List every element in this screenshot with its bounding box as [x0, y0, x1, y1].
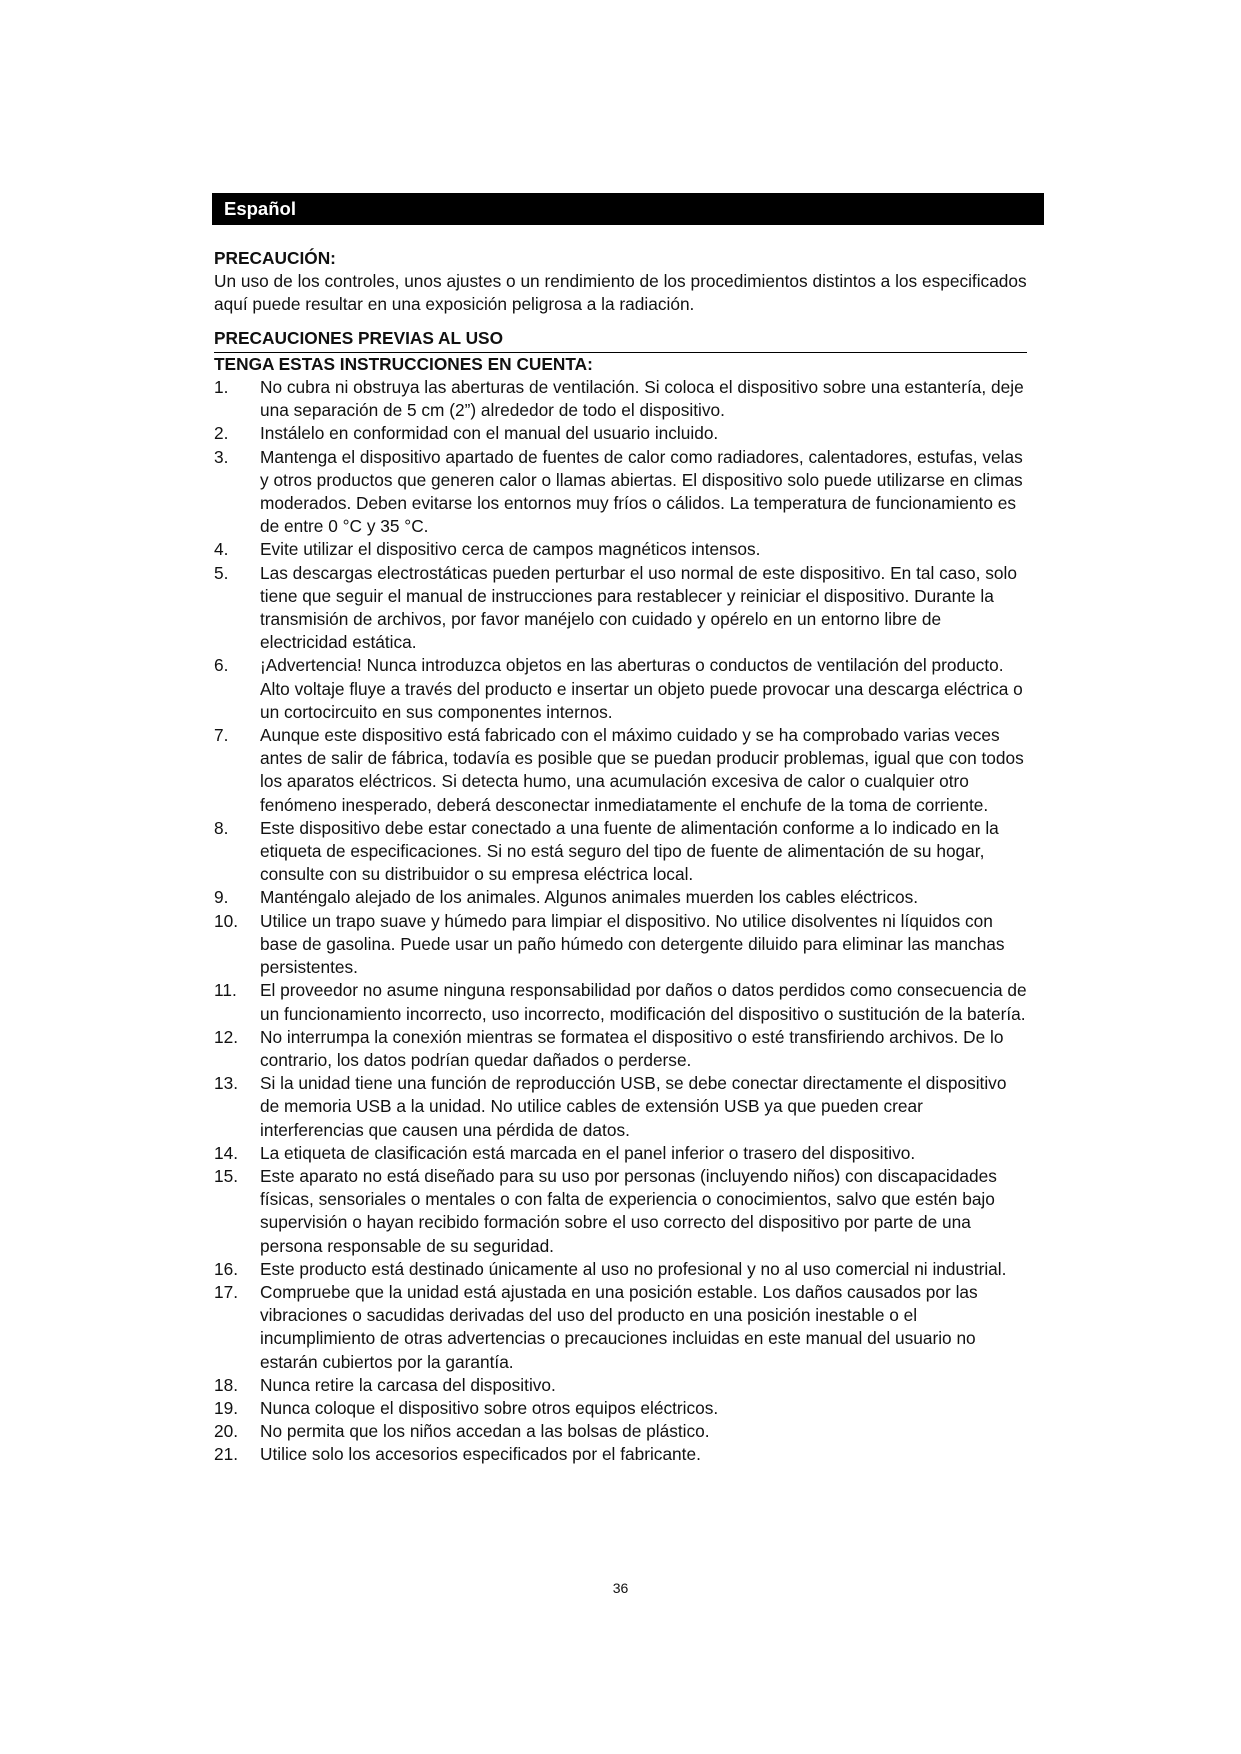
- list-item-number: 13.: [214, 1073, 239, 1094]
- list-item-number: 16.: [214, 1258, 239, 1279]
- list-item-text: El proveedor no asume ninguna responsabilidad por daños o datos perdidos como consecuencia de un funcionamiento incorrecto, uso incorrecto, modificación del dispositivo o sustitución de la batería.: [260, 980, 1027, 1024]
- language-header-bar: [212, 193, 1044, 225]
- subsection-title: TENGA ESTAS INSTRUCCIONES EN CUENTA:: [214, 353, 593, 374]
- list-item-number: 15.: [214, 1165, 239, 1186]
- list-item-number: 20.: [214, 1421, 239, 1442]
- list-item: [214, 376, 1030, 422]
- list-item-text: Este producto está destinado únicamente al uso no profesional y no al uso comercial ni industrial.: [260, 1258, 1007, 1279]
- list-item: [214, 1072, 1030, 1142]
- list-item-text: Instálelo en conformidad con el manual del usuario incluido.: [260, 423, 719, 444]
- list-item-text: Nunca retire la carcasa del dispositivo.: [260, 1374, 556, 1395]
- list-item-number: 12.: [214, 1026, 239, 1047]
- list-item-text: Utilice un trapo suave y húmedo para limpiar el dispositivo. No utilice disolventes ni líquidos con base de gasolina. Puede usar un paño húmedo con detergente diluido para eliminar las manchas persistentes.: [260, 910, 1005, 978]
- list-item-text: Aunque este dispositivo está fabricado con el máximo cuidado y se ha comprobado varias veces antes de salir de fábrica, todavía es posible que se puedan producir problemas, igual que con todos los aparatos eléctricos. Si detecta humo, una acumulación excesiva de calor o cualquier otro fenómeno inesperado, deberá desconectar inmediatamente el enchufe de la toma de corriente.: [260, 725, 1024, 815]
- list-item-number: 3.: [214, 446, 229, 467]
- list-item: [214, 817, 1030, 887]
- list-item: [214, 1165, 1030, 1258]
- list-item: [214, 724, 1030, 817]
- list-item-number: 10.: [214, 910, 239, 931]
- list-item-text: Nunca coloque el dispositivo sobre otros equipos eléctricos.: [260, 1397, 719, 1418]
- list-item-text: Utilice solo los accesorios especificados por el fabricante.: [260, 1444, 701, 1465]
- list-item-number: 18.: [214, 1374, 239, 1395]
- list-item-number: 4.: [214, 539, 229, 560]
- list-item-number: 17.: [214, 1281, 239, 1302]
- list-item-number: 21.: [214, 1444, 239, 1465]
- list-item-text: Las descargas electrostáticas pueden perturbar el uso normal de este dispositivo. En tal caso, solo tiene que seguir el manual de instrucciones para restablecer y reiniciar el dispositivo. Durante la transmisión de archivos, por favor manéjelo con cuidado y opérelo en un entorno libre de electricidad estática.: [260, 562, 1017, 653]
- list-item-number: 19.: [214, 1397, 239, 1418]
- list-item-text: ¡Advertencia! Nunca introduzca objetos en las aberturas o conductos de ventilación del producto. Alto voltaje fluye a través del producto e insertar un objeto puede provocar una descarga eléctrica o un cortocircuito en sus componentes internos.: [260, 655, 1023, 722]
- list-item: [214, 1026, 1030, 1072]
- list-item: [214, 538, 1030, 561]
- list-item: [214, 886, 1030, 909]
- list-item: [214, 1142, 1030, 1165]
- list-item: [214, 422, 1030, 445]
- page-number: 36: [612, 1580, 629, 1596]
- list-item-number: 7.: [214, 725, 229, 746]
- list-item: [214, 910, 1030, 980]
- list-item-number: 2.: [214, 423, 229, 444]
- list-item-text: La etiqueta de clasificación está marcada en el panel inferior o trasero del dispositivo.: [260, 1142, 916, 1163]
- list-item-number: 6.: [214, 655, 229, 676]
- list-item-text: Manténgalo alejado de los animales. Algunos animales muerden los cables eléctricos.: [260, 887, 919, 908]
- list-item: [214, 1374, 1030, 1397]
- list-item: [214, 1281, 1030, 1374]
- list-item: [214, 654, 1030, 724]
- list-item: [214, 1443, 1030, 1466]
- list-item: [214, 1258, 1030, 1281]
- list-item-text: Evite utilizar el dispositivo cerca de campos magnéticos intensos.: [260, 539, 761, 560]
- precaution-list: [214, 376, 1044, 1467]
- list-item: [214, 446, 1030, 539]
- list-item: [214, 979, 1030, 1025]
- list-item-text: No permita que los niños accedan a las bolsas de plástico.: [260, 1421, 710, 1442]
- list-item-text: Mantenga el dispositivo apartado de fuentes de calor como radiadores, calentadores, estufas, velas y otros productos que generen calor o llamas abiertas. El dispositivo solo puede utilizarse en climas moderados. Deben evitarse los entornos muy fríos o cálidos. La temperatura de funcionamiento es de entre 0 °C y 35 °C.: [260, 446, 1023, 537]
- list-item-text: No cubra ni obstruya las aberturas de ventilación. Si coloca el dispositivo sobre una estantería, deje una separación de 5 cm (2”) alrededor de todo el dispositivo.: [260, 377, 1024, 421]
- list-item-text: Compruebe que la unidad está ajustada en una posición estable. Los daños causados por las vibraciones o sacudidas derivadas del uso del producto en una posición inestable o el incumplimiento de otras advertencias o precauciones incluidas en este manual del usuario no estarán cubiertos por la garantía.: [260, 1281, 978, 1372]
- caution-title: PRECAUCIÓN:: [214, 248, 336, 268]
- language-label: Español: [224, 198, 296, 219]
- list-item-text: Este aparato no está diseñado para su uso por personas (incluyendo niños) con discapacidades físicas, sensoriales o mentales o con falta de experiencia o conocimientos, salvo que estén bajo supervisión o hayan recibido formación sobre el uso correcto del dispositivo por parte de una persona responsable de su seguridad.: [260, 1165, 997, 1256]
- caution-text: Un uso de los controles, unos ajustes o un rendimiento de los procedimientos distintos a los especificados aquí puede resultar en una exposición peligrosa a la radiación.: [214, 271, 1027, 315]
- document-content: [214, 247, 1044, 1467]
- list-item: [214, 1420, 1030, 1443]
- list-item-number: 9.: [214, 887, 229, 908]
- list-item-text: No interrumpa la conexión mientras se formatea el dispositivo o esté transfiriendo archivos. De lo contrario, los datos podrían quedar dañados o perderse.: [260, 1026, 1004, 1070]
- list-item-number: 11.: [214, 980, 237, 1001]
- list-item-text: Este dispositivo debe estar conectado a una fuente de alimentación conforme a lo indicado en la etiqueta de especificaciones. Si no está seguro del tipo de fuente de alimentación de su hogar, consulte con su distribuidor o su empresa eléctrica local.: [260, 817, 999, 885]
- list-item-number: 1.: [214, 377, 229, 398]
- list-item-number: 5.: [214, 562, 229, 583]
- list-item-number: 14.: [214, 1142, 239, 1163]
- list-item-number: 8.: [214, 817, 229, 838]
- list-item-text: Si la unidad tiene una función de reproducción USB, se debe conectar directamente el dispositivo de memoria USB a la unidad. No utilice cables de extensión USB ya que pueden crear interferencias que causen una pérdida de datos.: [260, 1073, 1007, 1140]
- section-title: PRECAUCIONES PREVIAS AL USO: [214, 327, 1027, 353]
- list-item: [214, 1397, 1030, 1420]
- list-item: [214, 562, 1030, 655]
